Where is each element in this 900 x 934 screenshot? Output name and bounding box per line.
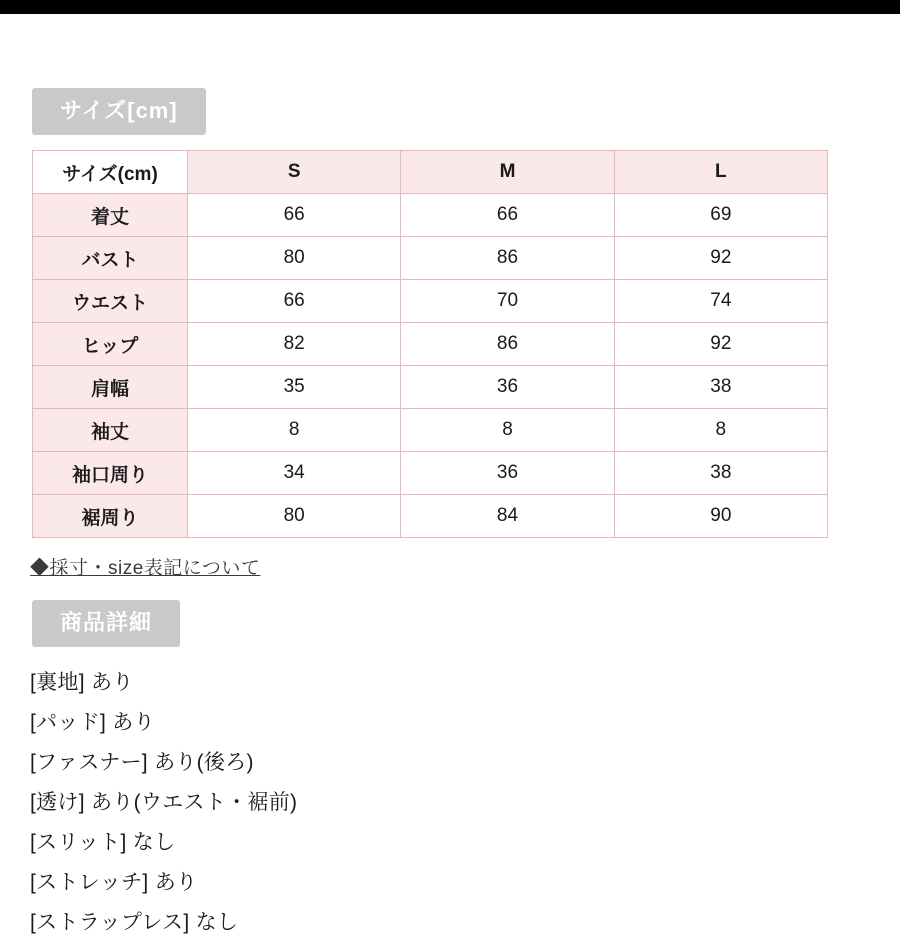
row-label: 肩幅 [33,366,188,409]
table-row [33,495,828,538]
table-row [33,237,828,280]
row-value-s: 82 [188,323,401,366]
size-table [32,150,828,538]
row-label: 袖丈 [33,409,188,452]
row-value-s: 66 [188,194,401,237]
table-row [33,452,828,495]
size-table-body [33,194,828,538]
size-table-head [33,151,828,194]
table-row [33,323,828,366]
row-value-s: 80 [188,495,401,538]
detail-section-heading-wrap [32,600,180,647]
row-value-l: 69 [614,194,827,237]
list-item: [ストレッチ] あり [30,871,198,894]
row-value-l: 90 [614,495,827,538]
row-value-l: 92 [614,323,827,366]
row-value-l: 38 [614,452,827,495]
row-value-s: 80 [188,237,401,280]
row-value-m: 86 [401,237,614,280]
product-detail-list [30,672,870,933]
table-header-cell-s: S [188,151,401,194]
row-value-l: 8 [614,409,827,452]
size-section-heading-wrap [32,88,206,135]
row-value-m: 86 [401,323,614,366]
row-label: 袖口周り [33,452,188,495]
row-value-m: 36 [401,366,614,409]
list-item: [透け] あり(ウエスト・裾前) [30,791,298,814]
row-label: ウエスト [33,280,188,323]
top-black-bar [0,0,900,14]
table-header-row [33,151,828,194]
row-value-m: 8 [401,409,614,452]
table-row [33,409,828,452]
row-label: 裾周り [33,495,188,538]
row-value-s: 8 [188,409,401,452]
table-header-cell-m: M [401,151,614,194]
table-header-cell-l: L [614,151,827,194]
list-item: [ファスナー] あり(後ろ) [30,751,254,774]
row-value-l: 92 [614,237,827,280]
row-value-m: 70 [401,280,614,323]
row-value-s: 35 [188,366,401,409]
row-value-m: 84 [401,495,614,538]
list-item: [パッド] あり [30,711,155,734]
row-value-l: 74 [614,280,827,323]
table-row [33,194,828,237]
row-value-m: 36 [401,452,614,495]
row-label: ヒップ [33,323,188,366]
list-item: [裏地] あり [30,671,134,694]
list-item: [スリット] なし [30,831,176,854]
measurement-note-link[interactable]: ◆採寸・size表記について [30,558,261,579]
detail-section-heading: 商品詳細 [32,600,180,647]
row-value-m: 66 [401,194,614,237]
row-label: 着丈 [33,194,188,237]
row-value-s: 34 [188,452,401,495]
size-section-heading: サイズ[cm] [32,88,206,135]
row-label: バスト [33,237,188,280]
table-row [33,280,828,323]
table-row [33,366,828,409]
row-value-s: 66 [188,280,401,323]
row-value-l: 38 [614,366,827,409]
size-table-wrap [32,150,828,538]
table-header-cell-size: サイズ(cm) [33,151,188,194]
list-item: [ストラップレス] なし [30,911,239,934]
